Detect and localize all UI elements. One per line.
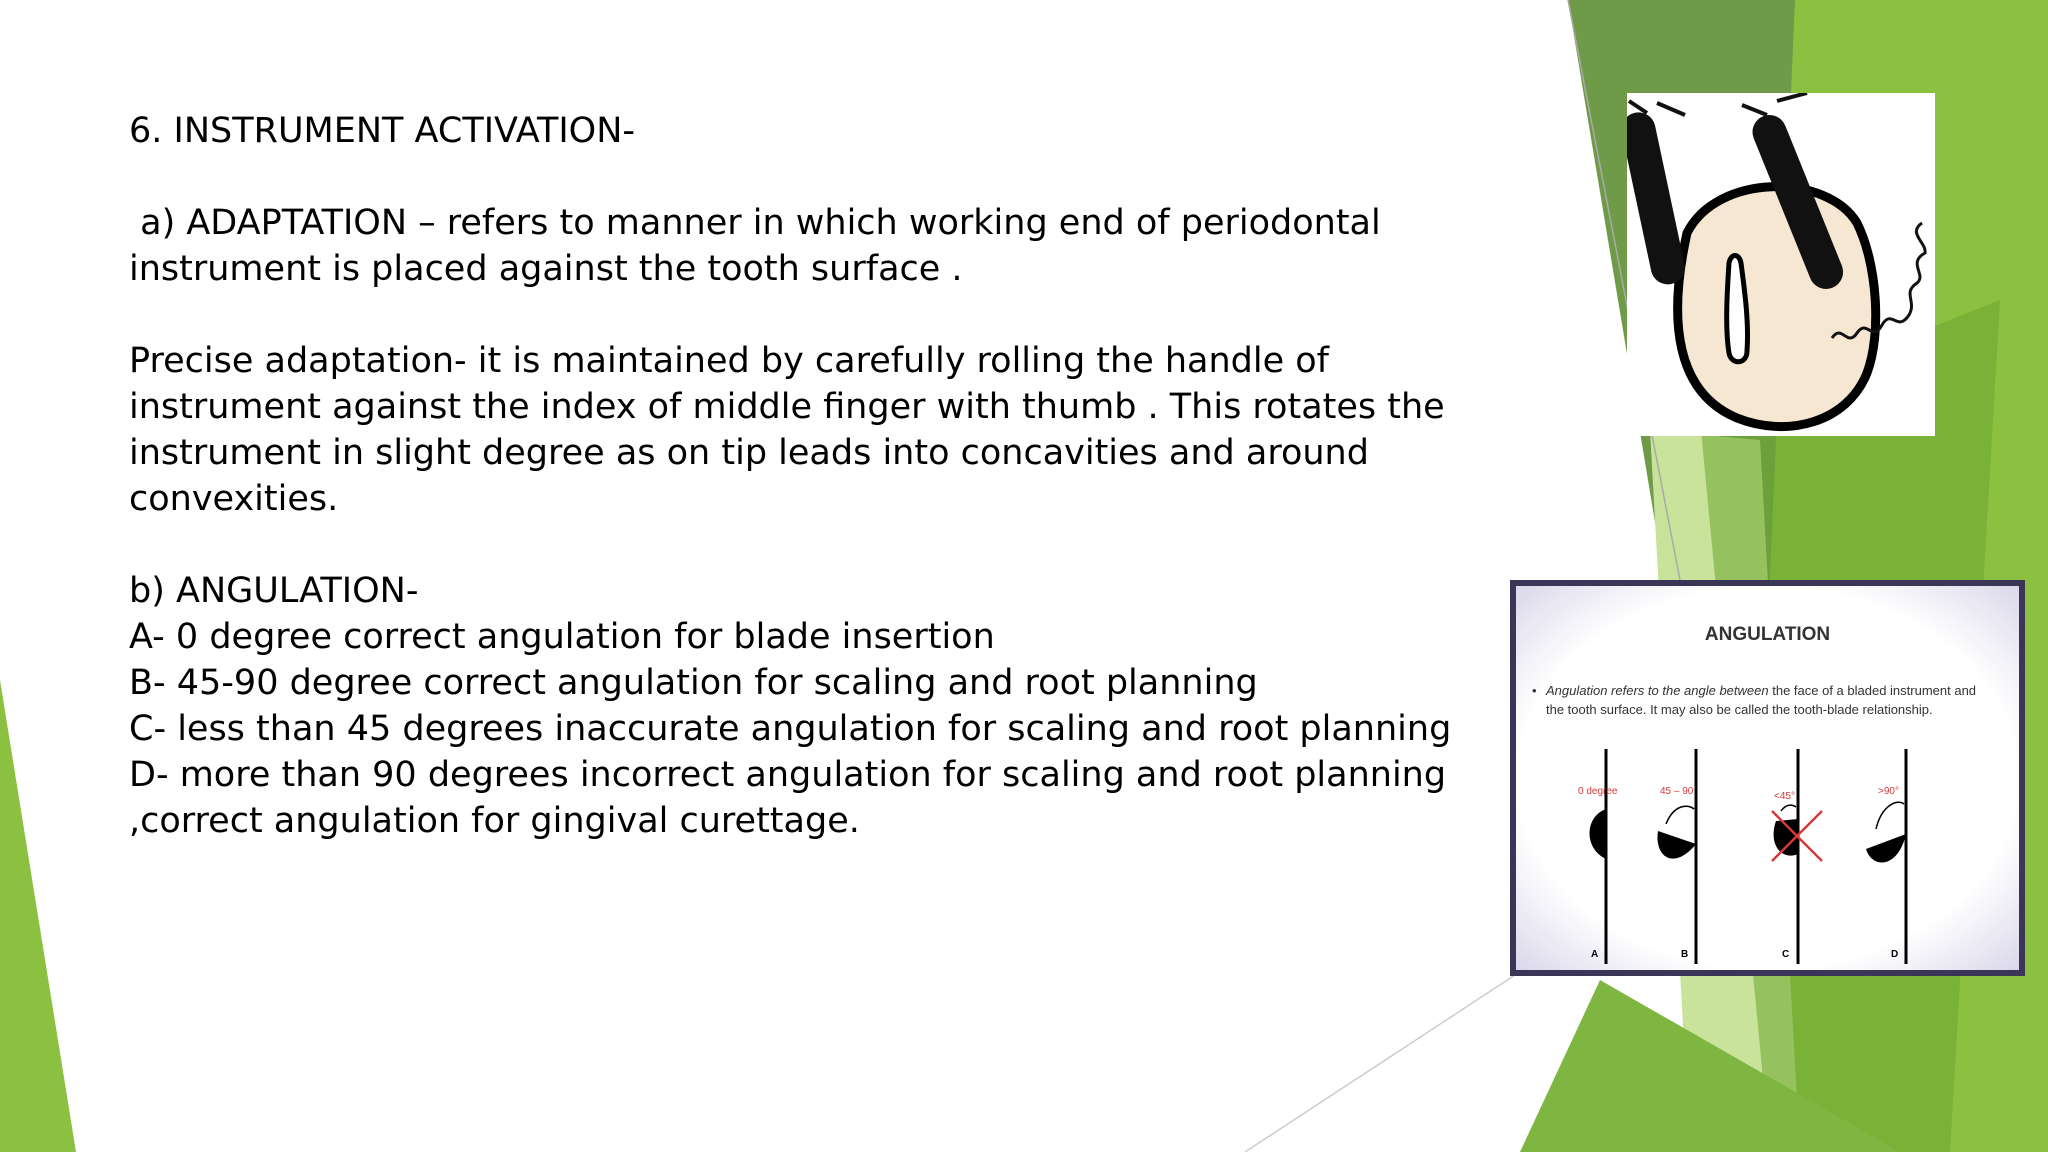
tooth-instrument-image — [1627, 93, 1935, 436]
angulation-item-b: B- 45-90 degree correct angulation for scaling and root planning — [129, 663, 1258, 703]
angulation-image-content — [1516, 586, 2019, 970]
arc-arrow-c — [1781, 805, 1796, 811]
angulation-definition — [1532, 681, 1986, 719]
angulation-definition-italic: Angulation refers to the angle between — [1546, 683, 1769, 698]
arc-arrow-d — [1876, 802, 1904, 829]
angulation-item-d-line-1: D- more than 90 degrees incorrect angulation for scaling and root planning — [129, 755, 1447, 795]
angulation-item-c: C- less than 45 degrees inaccurate angulation for scaling and root planning — [129, 709, 1452, 749]
blade-a — [1590, 809, 1607, 859]
left-green-sliver — [0, 680, 76, 1152]
letter-label-b: B — [1681, 949, 1689, 960]
letter-label-d: D — [1891, 949, 1899, 960]
precise-adaptation-line-4: convexities. — [129, 479, 339, 519]
tooth-root-canal — [1727, 256, 1748, 362]
blade-b — [1657, 831, 1696, 859]
angle-label-c: <45° — [1774, 791, 1795, 802]
angulation-item-d-line-2: ,correct angulation for gingival curettage. — [129, 801, 860, 841]
angulation-reference-image — [1510, 580, 2025, 976]
angle-label-d: >90° — [1878, 786, 1899, 797]
angulation-item-a: A- 0 degree correct angulation for blade insertion — [129, 617, 995, 657]
angulation-image-title: ANGULATION — [1704, 624, 1831, 645]
bullet-dot: • — [1532, 683, 1537, 698]
arc-arrow-b — [1666, 806, 1694, 824]
tooth-with-instruments-icon — [1627, 93, 1935, 436]
blade-d — [1866, 834, 1906, 863]
letter-label-c: C — [1782, 949, 1790, 960]
right-instrument-tip — [1742, 93, 1807, 115]
angle-label-b: 45 – 90 — [1660, 786, 1694, 797]
angle-label-a: 0 degree — [1578, 786, 1618, 797]
angulation-definition-rest: the face of a bladed instrument and the tooth surface. It may also be called the tooth-blade relationship. — [1546, 683, 1977, 717]
angulation-heading: b) ANGULATION- — [129, 571, 419, 611]
tooth-crown — [1678, 187, 1876, 427]
slide-body-text — [129, 108, 1479, 844]
angulation-diagram — [1576, 749, 1956, 964]
section-heading: 6. INSTRUMENT ACTIVATION- — [129, 111, 636, 151]
precise-adaptation-line-3: instrument in slight degree as on tip leads into concavities and around — [129, 433, 1369, 473]
precise-adaptation-line-2: instrument against the index of middle finger with thumb . This rotates the — [129, 387, 1445, 427]
adaptation-line-2: instrument is placed against the tooth surface . — [129, 249, 963, 289]
decor-line-2 — [1245, 975, 1515, 1152]
precise-adaptation-line-1: Precise adaptation- it is maintained by carefully rolling the handle of — [129, 341, 1329, 381]
adaptation-line-1: a) ADAPTATION – refers to manner in which working end of periodontal — [129, 203, 1381, 243]
letter-label-a: A — [1591, 949, 1599, 960]
left-instrument-shank — [1627, 109, 1688, 287]
